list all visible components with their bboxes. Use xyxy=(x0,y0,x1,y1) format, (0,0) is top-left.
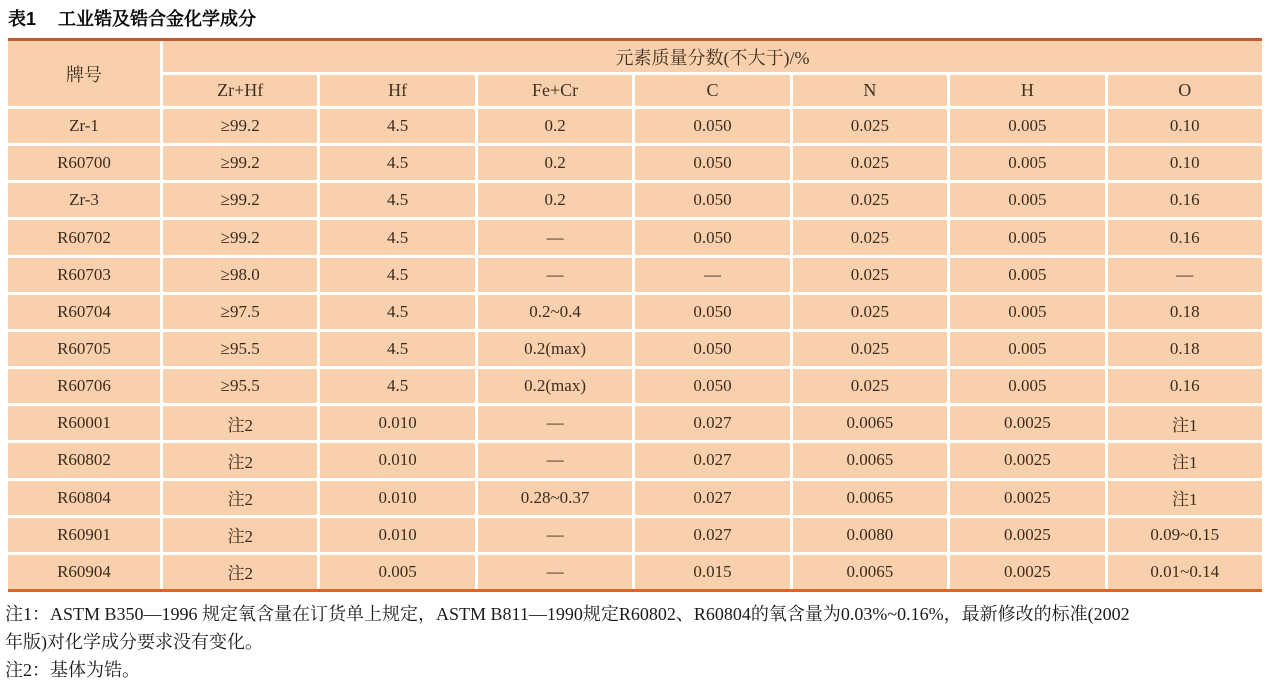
value-cell-n: 0.0080 xyxy=(793,518,947,552)
column-header-c: C xyxy=(635,75,789,106)
value-cell-fe-cr: — xyxy=(478,406,632,440)
value-cell-fe-cr: 0.2(max) xyxy=(478,369,632,403)
value-cell-hf: 0.010 xyxy=(320,518,474,552)
value-cell-fe-cr: 0.2(max) xyxy=(478,332,632,366)
value-cell-c: 0.050 xyxy=(635,332,789,366)
value-cell-hf: 4.5 xyxy=(320,220,474,254)
value-cell-fe-cr: — xyxy=(478,518,632,552)
value-cell-c: 0.027 xyxy=(635,443,789,477)
grade-column-header: 牌号 xyxy=(8,41,160,106)
value-cell-fe-cr: 0.2 xyxy=(478,109,632,143)
value-cell-o: 0.09~0.15 xyxy=(1108,518,1262,552)
value-cell-hf: 4.5 xyxy=(320,146,474,180)
grade-cell: R60703 xyxy=(8,258,160,292)
grade-cell: R60901 xyxy=(8,518,160,552)
footnotes xyxy=(5,600,1267,684)
value-cell-zr-hf: ≥99.2 xyxy=(163,109,317,143)
value-cell-h: 0.0025 xyxy=(950,518,1104,552)
column-header-n: N xyxy=(793,75,947,106)
value-cell-o: 注1 xyxy=(1108,481,1262,515)
value-cell-fe-cr: 0.2 xyxy=(478,146,632,180)
table-caption xyxy=(8,5,256,31)
value-cell-h: 0.005 xyxy=(950,146,1104,180)
value-cell-o: 0.10 xyxy=(1108,146,1262,180)
footnote-line: 注2：基体为锆。 xyxy=(5,660,140,680)
value-cell-fe-cr: — xyxy=(478,443,632,477)
grade-cell: Zr-3 xyxy=(8,183,160,217)
value-cell-c: 0.027 xyxy=(635,481,789,515)
value-cell-o: 0.16 xyxy=(1108,220,1262,254)
column-header-zr-hf: Zr+Hf xyxy=(163,75,317,106)
grade-cell: R60001 xyxy=(8,406,160,440)
grade-cell: R60706 xyxy=(8,369,160,403)
grade-cell: R60704 xyxy=(8,295,160,329)
value-cell-n: 0.0065 xyxy=(793,555,947,589)
column-header-hf: Hf xyxy=(320,75,474,106)
value-cell-zr-hf: ≥95.5 xyxy=(163,369,317,403)
value-cell-hf: 4.5 xyxy=(320,258,474,292)
value-cell-c: 0.050 xyxy=(635,369,789,403)
value-cell-zr-hf: ≥95.5 xyxy=(163,332,317,366)
value-cell-fe-cr: — xyxy=(478,555,632,589)
value-cell-fe-cr: — xyxy=(478,220,632,254)
value-cell-c: — xyxy=(635,258,789,292)
value-cell-zr-hf: 注2 xyxy=(163,518,317,552)
value-cell-o: 0.18 xyxy=(1108,295,1262,329)
value-cell-hf: 0.005 xyxy=(320,555,474,589)
value-cell-fe-cr: — xyxy=(478,258,632,292)
footnote-line: 注1：ASTM B350—1996 规定氧含量在订货单上规定，ASTM B811—1990规定R60802、R60804的氧含量为0.03%~0.16%，最新修改的标准(2002 xyxy=(5,604,1130,624)
value-cell-c: 0.050 xyxy=(635,183,789,217)
value-cell-h: 0.005 xyxy=(950,258,1104,292)
grade-cell: R60804 xyxy=(8,481,160,515)
value-cell-n: 0.025 xyxy=(793,258,947,292)
value-cell-zr-hf: 注2 xyxy=(163,406,317,440)
value-cell-zr-hf: ≥99.2 xyxy=(163,220,317,254)
value-cell-h: 0.005 xyxy=(950,332,1104,366)
value-cell-n: 0.025 xyxy=(793,295,947,329)
footnote-line: 年版)对化学成分要求没有变化。 xyxy=(5,632,263,652)
value-cell-n: 0.0065 xyxy=(793,481,947,515)
value-cell-n: 0.025 xyxy=(793,109,947,143)
value-cell-o: 0.16 xyxy=(1108,183,1262,217)
value-cell-c: 0.050 xyxy=(635,109,789,143)
value-cell-zr-hf: 注2 xyxy=(163,481,317,515)
composition-table xyxy=(8,38,1262,592)
value-cell-n: 0.025 xyxy=(793,369,947,403)
column-header-o: O xyxy=(1108,75,1262,106)
value-cell-fe-cr: 0.2~0.4 xyxy=(478,295,632,329)
value-cell-h: 0.0025 xyxy=(950,443,1104,477)
value-cell-o: 0.18 xyxy=(1108,332,1262,366)
grade-cell: R60904 xyxy=(8,555,160,589)
grade-cell: R60705 xyxy=(8,332,160,366)
value-cell-hf: 0.010 xyxy=(320,481,474,515)
value-cell-c: 0.015 xyxy=(635,555,789,589)
value-cell-zr-hf: ≥99.2 xyxy=(163,183,317,217)
value-cell-n: 0.0065 xyxy=(793,443,947,477)
grade-cell: R60802 xyxy=(8,443,160,477)
value-cell-n: 0.025 xyxy=(793,220,947,254)
value-cell-h: 0.0025 xyxy=(950,555,1104,589)
value-cell-o: 0.16 xyxy=(1108,369,1262,403)
value-cell-zr-hf: 注2 xyxy=(163,555,317,589)
value-cell-zr-hf: ≥98.0 xyxy=(163,258,317,292)
value-cell-hf: 4.5 xyxy=(320,109,474,143)
value-cell-zr-hf: ≥97.5 xyxy=(163,295,317,329)
value-cell-o: 0.01~0.14 xyxy=(1108,555,1262,589)
value-cell-fe-cr: 0.2 xyxy=(478,183,632,217)
value-cell-n: 0.025 xyxy=(793,332,947,366)
value-cell-n: 0.025 xyxy=(793,146,947,180)
value-cell-h: 0.005 xyxy=(950,183,1104,217)
value-cell-hf: 0.010 xyxy=(320,443,474,477)
value-cell-hf: 4.5 xyxy=(320,332,474,366)
value-cell-fe-cr: 0.28~0.37 xyxy=(478,481,632,515)
column-header-h: H xyxy=(950,75,1104,106)
value-cell-c: 0.050 xyxy=(635,146,789,180)
value-cell-h: 0.005 xyxy=(950,369,1104,403)
value-cell-hf: 4.5 xyxy=(320,183,474,217)
value-cell-c: 0.027 xyxy=(635,518,789,552)
value-cell-h: 0.005 xyxy=(950,109,1104,143)
value-cell-c: 0.050 xyxy=(635,295,789,329)
value-cell-c: 0.027 xyxy=(635,406,789,440)
value-cell-h: 0.0025 xyxy=(950,406,1104,440)
value-cell-zr-hf: 注2 xyxy=(163,443,317,477)
value-cell-h: 0.0025 xyxy=(950,481,1104,515)
grade-cell: R60702 xyxy=(8,220,160,254)
value-cell-c: 0.050 xyxy=(635,220,789,254)
value-cell-hf: 4.5 xyxy=(320,369,474,403)
value-cell-h: 0.005 xyxy=(950,295,1104,329)
value-cell-o: — xyxy=(1108,258,1262,292)
mass-fraction-group-header: 元素质量分数(不大于)/% xyxy=(163,41,1262,72)
value-cell-n: 0.0065 xyxy=(793,406,947,440)
value-cell-zr-hf: ≥99.2 xyxy=(163,146,317,180)
column-header-fe-cr: Fe+Cr xyxy=(478,75,632,106)
value-cell-hf: 0.010 xyxy=(320,406,474,440)
table-number: 表1 xyxy=(8,9,37,29)
value-cell-o: 注1 xyxy=(1108,406,1262,440)
value-cell-n: 0.025 xyxy=(793,183,947,217)
grade-cell: Zr-1 xyxy=(8,109,160,143)
value-cell-o: 0.10 xyxy=(1108,109,1262,143)
composition-table-grid xyxy=(8,41,1262,589)
grade-cell: R60700 xyxy=(8,146,160,180)
table-title-text: 工业锆及锆合金化学成分 xyxy=(58,9,257,29)
value-cell-hf: 4.5 xyxy=(320,295,474,329)
value-cell-o: 注1 xyxy=(1108,443,1262,477)
value-cell-h: 0.005 xyxy=(950,220,1104,254)
